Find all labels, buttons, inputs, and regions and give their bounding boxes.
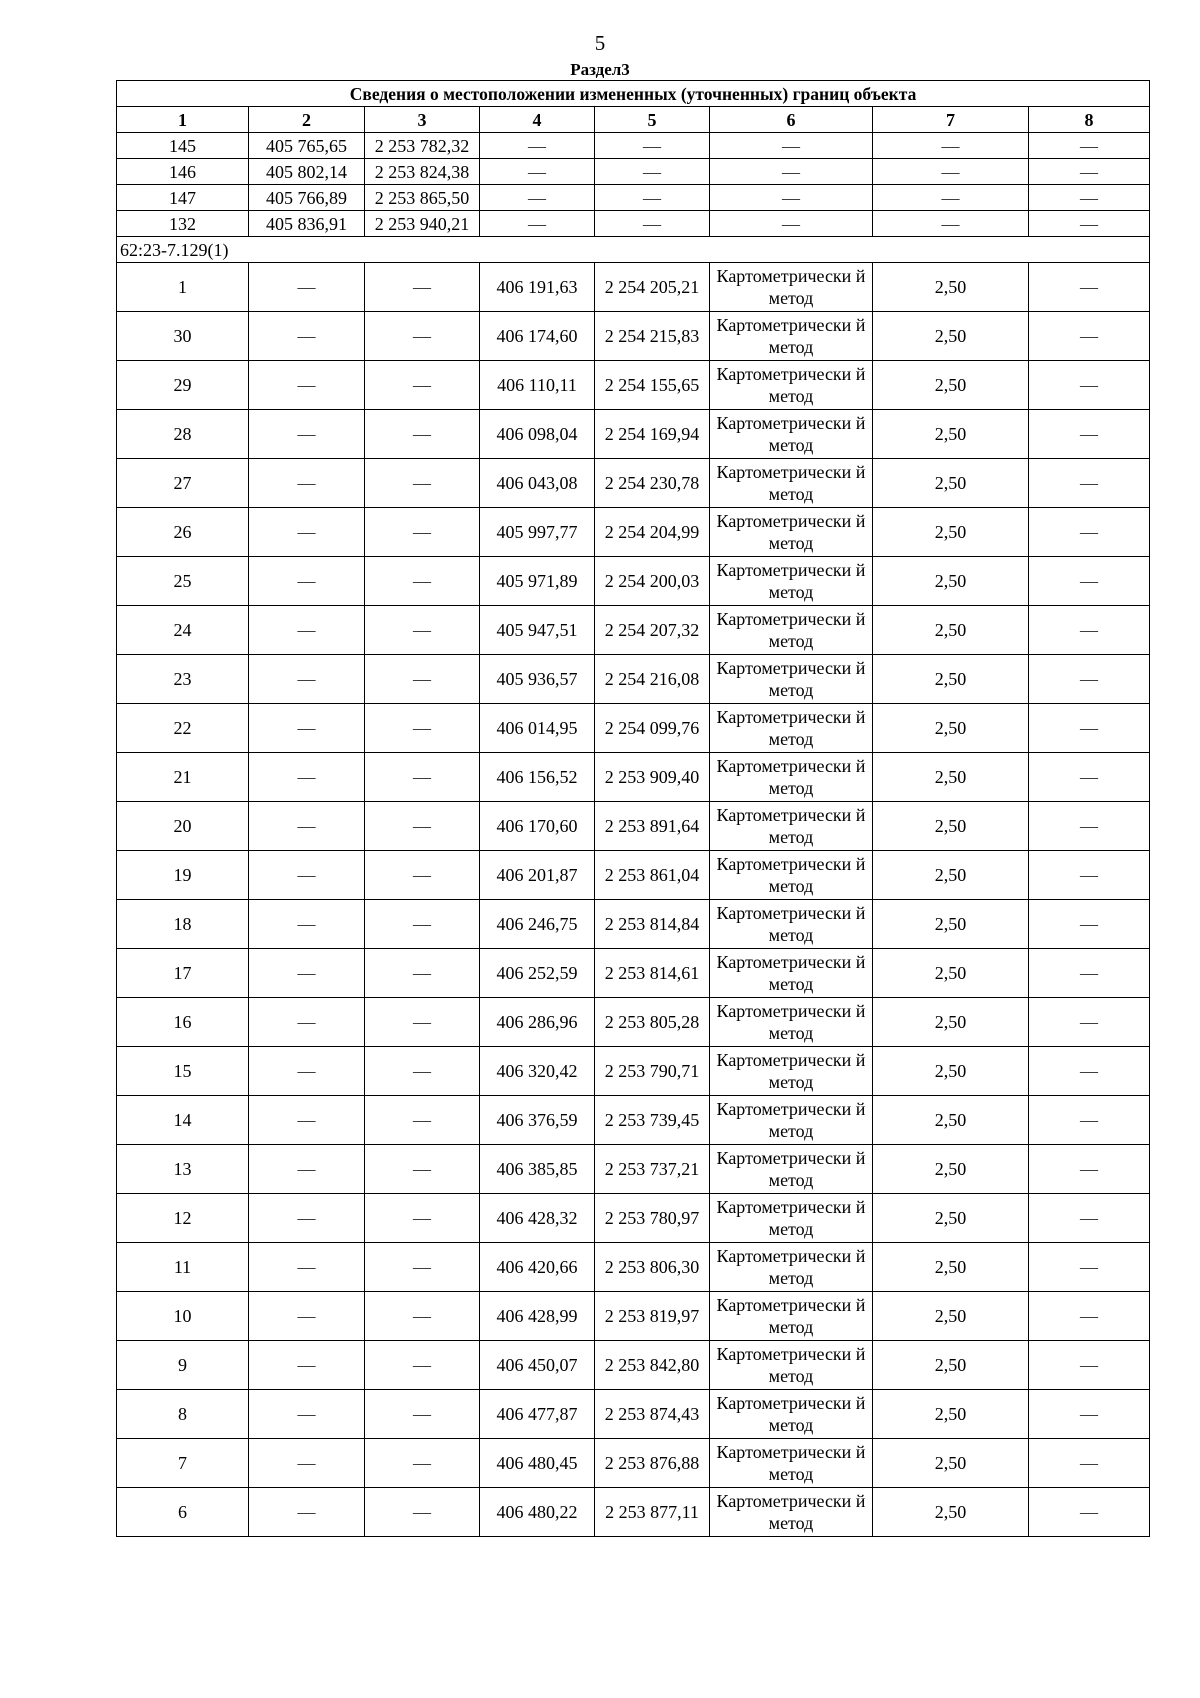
table-cell: — bbox=[249, 1488, 365, 1537]
table-cell: 19 bbox=[117, 851, 249, 900]
table-cell: — bbox=[1029, 185, 1150, 211]
table-cell: — bbox=[365, 508, 480, 557]
table-cell: 147 bbox=[117, 185, 249, 211]
table-cell: Картометрически й метод bbox=[710, 1488, 873, 1537]
table-row bbox=[117, 1341, 1150, 1390]
group-label: 62:23-7.129(1) bbox=[117, 237, 1150, 263]
table-cell: — bbox=[365, 1341, 480, 1390]
table-cell: 406 191,63 bbox=[480, 263, 595, 312]
table-cell: 2,50 bbox=[873, 557, 1029, 606]
table-cell: — bbox=[249, 557, 365, 606]
table-cell: — bbox=[249, 851, 365, 900]
table-title: Сведения о местоположении измененных (уточненных) границ объекта bbox=[117, 81, 1150, 107]
table-cell: 406 156,52 bbox=[480, 753, 595, 802]
table-cell: — bbox=[710, 133, 873, 159]
table-cell: 2 253 805,28 bbox=[595, 998, 710, 1047]
table-cell: — bbox=[365, 1047, 480, 1096]
table-cell: Картометрически й метод bbox=[710, 900, 873, 949]
table-cell: 26 bbox=[117, 508, 249, 557]
table-cell: 8 bbox=[117, 1390, 249, 1439]
column-header: 6 bbox=[710, 107, 873, 133]
table-cell: 2 253 824,38 bbox=[365, 159, 480, 185]
table-cell: — bbox=[1029, 159, 1150, 185]
table-cell: 406 170,60 bbox=[480, 802, 595, 851]
table-cell: — bbox=[1029, 211, 1150, 237]
table-cell: — bbox=[1029, 851, 1150, 900]
table-cell: 405 766,89 bbox=[249, 185, 365, 211]
table-cell: 405 947,51 bbox=[480, 606, 595, 655]
table-cell: — bbox=[249, 263, 365, 312]
table-cell: Картометрически й метод bbox=[710, 459, 873, 508]
table-cell: — bbox=[873, 159, 1029, 185]
table-cell: — bbox=[480, 185, 595, 211]
table-cell: 406 420,66 bbox=[480, 1243, 595, 1292]
table-cell: 2 254 215,83 bbox=[595, 312, 710, 361]
table-cell: 2,50 bbox=[873, 1243, 1029, 1292]
table-cell: 405 802,14 bbox=[249, 159, 365, 185]
table-cell: — bbox=[710, 211, 873, 237]
table-cell: — bbox=[249, 704, 365, 753]
column-header: 3 bbox=[365, 107, 480, 133]
table-row bbox=[117, 459, 1150, 508]
table-cell: — bbox=[1029, 802, 1150, 851]
table-cell: 22 bbox=[117, 704, 249, 753]
table-cell: — bbox=[1029, 655, 1150, 704]
table-row bbox=[117, 1439, 1150, 1488]
boundary-table bbox=[116, 80, 1150, 1537]
table-cell: 2 253 876,88 bbox=[595, 1439, 710, 1488]
table-cell: 9 bbox=[117, 1341, 249, 1390]
table-cell: — bbox=[1029, 1488, 1150, 1537]
table-cell: 406 286,96 bbox=[480, 998, 595, 1047]
table-cell: Картометрически й метод bbox=[710, 1439, 873, 1488]
table-cell: 2,50 bbox=[873, 508, 1029, 557]
table-cell: — bbox=[1029, 361, 1150, 410]
table-cell: 24 bbox=[117, 606, 249, 655]
table-row bbox=[117, 185, 1150, 211]
table-cell: — bbox=[1029, 263, 1150, 312]
table-cell: — bbox=[249, 949, 365, 998]
table-cell: 20 bbox=[117, 802, 249, 851]
table-cell: 145 bbox=[117, 133, 249, 159]
table-cell: — bbox=[595, 133, 710, 159]
table-cell: 2 254 169,94 bbox=[595, 410, 710, 459]
table-cell: — bbox=[249, 1096, 365, 1145]
table-cell: Картометрически й метод bbox=[710, 606, 873, 655]
table-cell: 406 480,45 bbox=[480, 1439, 595, 1488]
table-cell: 2 253 782,32 bbox=[365, 133, 480, 159]
table-cell: Картометрически й метод bbox=[710, 1047, 873, 1096]
table-cell: Картометрически й метод bbox=[710, 361, 873, 410]
table-cell: — bbox=[365, 410, 480, 459]
table-cell: — bbox=[365, 312, 480, 361]
table-cell: 12 bbox=[117, 1194, 249, 1243]
table-cell: Картометрически й метод bbox=[710, 557, 873, 606]
table-row bbox=[117, 211, 1150, 237]
table-cell: 2,50 bbox=[873, 998, 1029, 1047]
table-cell: Картометрически й метод bbox=[710, 851, 873, 900]
table-cell: 406 428,99 bbox=[480, 1292, 595, 1341]
table-cell: — bbox=[249, 1292, 365, 1341]
table-cell: 2 253 739,45 bbox=[595, 1096, 710, 1145]
table-cell: — bbox=[249, 998, 365, 1047]
table-cell: — bbox=[249, 1390, 365, 1439]
table-cell: — bbox=[1029, 1390, 1150, 1439]
table-cell: Картометрически й метод bbox=[710, 802, 873, 851]
table-cell: — bbox=[1029, 900, 1150, 949]
table-cell: 2 253 877,11 bbox=[595, 1488, 710, 1537]
table-cell: — bbox=[365, 1390, 480, 1439]
table-cell: 23 bbox=[117, 655, 249, 704]
table-cell: 2 253 874,43 bbox=[595, 1390, 710, 1439]
table-cell: Картометрически й метод bbox=[710, 655, 873, 704]
table-row bbox=[117, 1047, 1150, 1096]
table-cell: 406 110,11 bbox=[480, 361, 595, 410]
table-cell: 406 014,95 bbox=[480, 704, 595, 753]
table-cell: 6 bbox=[117, 1488, 249, 1537]
group-row bbox=[117, 237, 1150, 263]
table-cell: 11 bbox=[117, 1243, 249, 1292]
table-cell: — bbox=[249, 1145, 365, 1194]
table-cell: — bbox=[365, 1488, 480, 1537]
table-row bbox=[117, 263, 1150, 312]
table-cell: 405 971,89 bbox=[480, 557, 595, 606]
table-cell: 406 450,07 bbox=[480, 1341, 595, 1390]
table-cell: — bbox=[365, 557, 480, 606]
table-row bbox=[117, 312, 1150, 361]
table-cell: — bbox=[1029, 606, 1150, 655]
table-cell: — bbox=[249, 410, 365, 459]
table-cell: 2 254 216,08 bbox=[595, 655, 710, 704]
table-cell: — bbox=[249, 900, 365, 949]
table-cell: — bbox=[249, 1439, 365, 1488]
table-cell: 25 bbox=[117, 557, 249, 606]
table-cell: — bbox=[249, 1243, 365, 1292]
table-cell: Картометрически й метод bbox=[710, 410, 873, 459]
table-cell: — bbox=[710, 159, 873, 185]
table-cell: — bbox=[1029, 1096, 1150, 1145]
table-cell: 405 836,91 bbox=[249, 211, 365, 237]
table-cell: — bbox=[365, 606, 480, 655]
table-cell: Картометрически й метод bbox=[710, 1390, 873, 1439]
table-cell: — bbox=[365, 753, 480, 802]
table-cell: 2,50 bbox=[873, 900, 1029, 949]
table-cell: — bbox=[365, 459, 480, 508]
table-cell: 21 bbox=[117, 753, 249, 802]
table-cell: 2 254 207,32 bbox=[595, 606, 710, 655]
table-cell: — bbox=[365, 802, 480, 851]
table-cell: 2 253 909,40 bbox=[595, 753, 710, 802]
table-cell: — bbox=[365, 1292, 480, 1341]
table-cell: 16 bbox=[117, 998, 249, 1047]
table-cell: 2,50 bbox=[873, 1145, 1029, 1194]
table-cell: Картометрически й метод bbox=[710, 508, 873, 557]
table-cell: 132 bbox=[117, 211, 249, 237]
table-cell: 406 477,87 bbox=[480, 1390, 595, 1439]
table-cell: 2,50 bbox=[873, 263, 1029, 312]
table-cell: Картометрически й метод bbox=[710, 1194, 873, 1243]
table-cell: — bbox=[480, 159, 595, 185]
table-cell: 29 bbox=[117, 361, 249, 410]
table-row bbox=[117, 949, 1150, 998]
table-cell: 2,50 bbox=[873, 753, 1029, 802]
section-label: Раздел3 bbox=[570, 60, 630, 79]
table-cell: 2 253 790,71 bbox=[595, 1047, 710, 1096]
table-cell: Картометрически й метод bbox=[710, 1145, 873, 1194]
table-cell: 2,50 bbox=[873, 802, 1029, 851]
table-cell: 27 bbox=[117, 459, 249, 508]
table-row bbox=[117, 900, 1150, 949]
table-cell: Картометрически й метод bbox=[710, 704, 873, 753]
table-cell: 2,50 bbox=[873, 606, 1029, 655]
table-cell: — bbox=[249, 1194, 365, 1243]
table-cell: — bbox=[249, 1047, 365, 1096]
table-row bbox=[117, 851, 1150, 900]
table-cell: 406 385,85 bbox=[480, 1145, 595, 1194]
table-cell: — bbox=[1029, 1047, 1150, 1096]
table-cell: 2,50 bbox=[873, 949, 1029, 998]
column-header: 1 bbox=[117, 107, 249, 133]
table-cell: 2 253 940,21 bbox=[365, 211, 480, 237]
table-cell: 2 253 891,64 bbox=[595, 802, 710, 851]
table-cell: 1 bbox=[117, 263, 249, 312]
table-cell: 2,50 bbox=[873, 1047, 1029, 1096]
column-header-row bbox=[117, 107, 1150, 133]
table-cell: — bbox=[1029, 949, 1150, 998]
table-cell: — bbox=[365, 1194, 480, 1243]
table-cell: 406 376,59 bbox=[480, 1096, 595, 1145]
table-cell: 406 043,08 bbox=[480, 459, 595, 508]
table-cell: — bbox=[249, 655, 365, 704]
table-cell: 2 253 865,50 bbox=[365, 185, 480, 211]
table-cell: — bbox=[1029, 1292, 1150, 1341]
table-cell: — bbox=[365, 704, 480, 753]
table-cell: 406 252,59 bbox=[480, 949, 595, 998]
table-row bbox=[117, 1243, 1150, 1292]
page-number: 5 bbox=[594, 31, 606, 55]
table-cell: — bbox=[1029, 1194, 1150, 1243]
table-cell: — bbox=[1029, 1439, 1150, 1488]
table-cell: 2 253 842,80 bbox=[595, 1341, 710, 1390]
column-header: 5 bbox=[595, 107, 710, 133]
table-row bbox=[117, 1096, 1150, 1145]
table-row bbox=[117, 704, 1150, 753]
table-cell: 15 bbox=[117, 1047, 249, 1096]
table-cell: 17 bbox=[117, 949, 249, 998]
table-cell: — bbox=[595, 185, 710, 211]
column-header: 7 bbox=[873, 107, 1029, 133]
table-cell: — bbox=[249, 753, 365, 802]
table-cell: 405 765,65 bbox=[249, 133, 365, 159]
table-cell: 406 174,60 bbox=[480, 312, 595, 361]
table-cell: 10 bbox=[117, 1292, 249, 1341]
table-row bbox=[117, 361, 1150, 410]
table-row bbox=[117, 1292, 1150, 1341]
table-cell: — bbox=[365, 851, 480, 900]
table-cell: — bbox=[1029, 410, 1150, 459]
table-cell: — bbox=[1029, 1145, 1150, 1194]
table-cell: 2 253 780,97 bbox=[595, 1194, 710, 1243]
table-cell: 2 254 204,99 bbox=[595, 508, 710, 557]
table-cell: 2,50 bbox=[873, 1341, 1029, 1390]
table-cell: 14 bbox=[117, 1096, 249, 1145]
table-cell: — bbox=[1029, 998, 1150, 1047]
table-row bbox=[117, 1488, 1150, 1537]
column-header: 4 bbox=[480, 107, 595, 133]
table-cell: 13 bbox=[117, 1145, 249, 1194]
table-cell: — bbox=[1029, 312, 1150, 361]
table-cell: 2 254 099,76 bbox=[595, 704, 710, 753]
table-cell: 406 098,04 bbox=[480, 410, 595, 459]
table-cell: 405 936,57 bbox=[480, 655, 595, 704]
table-cell: — bbox=[249, 606, 365, 655]
table-cell: — bbox=[365, 900, 480, 949]
table-cell: 28 bbox=[117, 410, 249, 459]
table-cell: — bbox=[249, 312, 365, 361]
table-cell: — bbox=[1029, 1341, 1150, 1390]
table-cell: — bbox=[365, 1096, 480, 1145]
table-row bbox=[117, 802, 1150, 851]
table-cell: 2 253 814,84 bbox=[595, 900, 710, 949]
table-cell: — bbox=[873, 133, 1029, 159]
table-cell: 406 246,75 bbox=[480, 900, 595, 949]
table-row bbox=[117, 508, 1150, 557]
column-header: 8 bbox=[1029, 107, 1150, 133]
table-cell: — bbox=[249, 508, 365, 557]
table-cell: — bbox=[249, 459, 365, 508]
table-cell: 2,50 bbox=[873, 851, 1029, 900]
column-header: 2 bbox=[249, 107, 365, 133]
table-cell: — bbox=[249, 802, 365, 851]
table-cell: 2,50 bbox=[873, 361, 1029, 410]
table-row bbox=[117, 1145, 1150, 1194]
table-cell: 2,50 bbox=[873, 410, 1029, 459]
table-cell: 2,50 bbox=[873, 459, 1029, 508]
table-cell: 2,50 bbox=[873, 312, 1029, 361]
table-cell: — bbox=[1029, 1243, 1150, 1292]
table-row bbox=[117, 159, 1150, 185]
table-cell: 2 253 737,21 bbox=[595, 1145, 710, 1194]
table-cell: — bbox=[365, 1145, 480, 1194]
table-cell: 18 bbox=[117, 900, 249, 949]
table-cell: 2,50 bbox=[873, 1194, 1029, 1243]
table-cell: — bbox=[365, 263, 480, 312]
table-cell: 2 253 814,61 bbox=[595, 949, 710, 998]
table-cell: — bbox=[365, 361, 480, 410]
table-cell: 406 320,42 bbox=[480, 1047, 595, 1096]
table-cell: Картометрически й метод bbox=[710, 1341, 873, 1390]
table-cell: — bbox=[873, 211, 1029, 237]
table-cell: — bbox=[1029, 704, 1150, 753]
table-cell: — bbox=[1029, 133, 1150, 159]
table-title-row bbox=[117, 81, 1150, 107]
table-cell: — bbox=[1029, 557, 1150, 606]
table-cell: 2,50 bbox=[873, 1292, 1029, 1341]
table-cell: — bbox=[365, 655, 480, 704]
table-cell: Картометрически й метод bbox=[710, 1292, 873, 1341]
table-cell: 7 bbox=[117, 1439, 249, 1488]
table-row bbox=[117, 133, 1150, 159]
table-cell: Картометрически й метод bbox=[710, 312, 873, 361]
table-cell: — bbox=[365, 949, 480, 998]
table-cell: Картометрически й метод bbox=[710, 753, 873, 802]
table-row bbox=[117, 557, 1150, 606]
table-cell: 2,50 bbox=[873, 1488, 1029, 1537]
table-cell: — bbox=[480, 211, 595, 237]
table-cell: — bbox=[365, 1439, 480, 1488]
table-cell: 2,50 bbox=[873, 1096, 1029, 1145]
table-cell: 2,50 bbox=[873, 1390, 1029, 1439]
table-cell: — bbox=[595, 159, 710, 185]
table-row bbox=[117, 606, 1150, 655]
table-cell: 405 997,77 bbox=[480, 508, 595, 557]
table-cell: 2,50 bbox=[873, 704, 1029, 753]
table-cell: Картометрически й метод bbox=[710, 949, 873, 998]
table-cell: 2 254 205,21 bbox=[595, 263, 710, 312]
table-cell: — bbox=[1029, 508, 1150, 557]
table-cell: — bbox=[710, 185, 873, 211]
table-cell: — bbox=[1029, 753, 1150, 802]
table-cell: Картометрически й метод bbox=[710, 1096, 873, 1145]
table-cell: — bbox=[1029, 459, 1150, 508]
table-cell: — bbox=[480, 133, 595, 159]
table-row bbox=[117, 655, 1150, 704]
table-cell: — bbox=[873, 185, 1029, 211]
table-cell: 2 253 819,97 bbox=[595, 1292, 710, 1341]
table-cell: Картометрически й метод bbox=[710, 263, 873, 312]
table-cell: 406 428,32 bbox=[480, 1194, 595, 1243]
table-row bbox=[117, 410, 1150, 459]
table-cell: 2 253 861,04 bbox=[595, 851, 710, 900]
table-cell: 2 254 155,65 bbox=[595, 361, 710, 410]
table-cell: 406 201,87 bbox=[480, 851, 595, 900]
table-row bbox=[117, 1194, 1150, 1243]
table-cell: 406 480,22 bbox=[480, 1488, 595, 1537]
table-row bbox=[117, 998, 1150, 1047]
table-cell: — bbox=[365, 998, 480, 1047]
table-cell: 2,50 bbox=[873, 655, 1029, 704]
table-cell: — bbox=[365, 1243, 480, 1292]
table-row bbox=[117, 1390, 1150, 1439]
table-cell: 2 254 200,03 bbox=[595, 557, 710, 606]
table-row bbox=[117, 753, 1150, 802]
table-cell: 30 bbox=[117, 312, 249, 361]
table-cell: — bbox=[595, 211, 710, 237]
table-cell: 2,50 bbox=[873, 1439, 1029, 1488]
table-cell: — bbox=[249, 1341, 365, 1390]
table-cell: Картометрически й метод bbox=[710, 998, 873, 1047]
table-cell: — bbox=[249, 361, 365, 410]
table-cell: 146 bbox=[117, 159, 249, 185]
table-cell: Картометрически й метод bbox=[710, 1243, 873, 1292]
table-cell: 2 253 806,30 bbox=[595, 1243, 710, 1292]
table-cell: 2 254 230,78 bbox=[595, 459, 710, 508]
